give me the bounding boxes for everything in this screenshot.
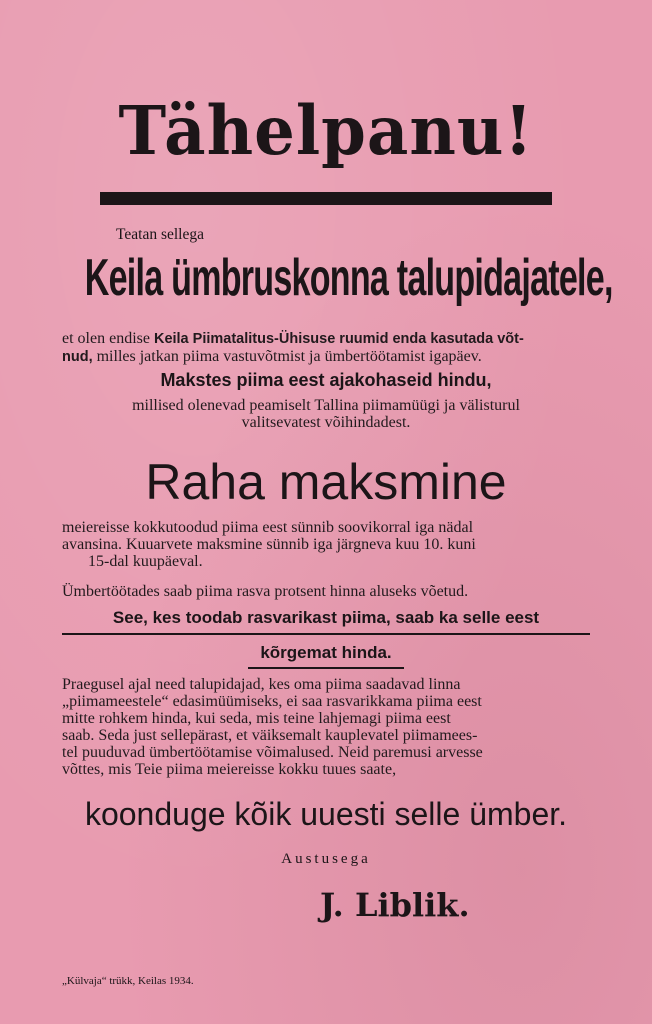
subheading-higher-price: kõrgemat hinda.	[260, 643, 392, 662]
title-underline	[100, 192, 552, 205]
paragraph-fat-basis: Ümbertöötades saab piima rasva protsent hinna aluseks võetud.	[62, 583, 469, 600]
p1-text-a: et olen endise	[62, 330, 154, 347]
regards: Austusega	[281, 851, 371, 867]
paragraph-premises	[62, 330, 590, 366]
p1-bold-c: nud,	[62, 349, 93, 365]
subheading-fat-rich: See, kes toodab rasvarikast piima, saab ka selle eest	[112, 608, 540, 627]
paragraph-explanation	[62, 676, 590, 778]
intro-text: Teatan sellega	[116, 226, 204, 243]
subheading-prices: Makstes piima eest ajakohaseid hindu,	[160, 370, 492, 390]
paragraph-payment	[62, 519, 590, 570]
printer-imprint: „Külvaja“ trükk, Keilas 1934.	[62, 975, 194, 987]
p3-line: avansina. Kuuarvete maksmine sünnib iga järgneva kuu 10. kuni	[62, 536, 476, 553]
headline: Keila ümbruskonna talupidajatele,	[84, 247, 613, 307]
p5-line: võttes, mis Teie piima meiereisse kokku tuues saate,	[62, 761, 397, 778]
p1-text-d: milles jatkan piima vastuvõtmist ja ümbertöötamist igapäev.	[92, 348, 482, 365]
higher-price-underline	[248, 667, 404, 669]
poster-title: Tähelpanu!	[118, 92, 534, 171]
subheading-underline	[62, 633, 590, 635]
p5-line: Praegusel ajal need talupidajad, kes oma piima saadavad linna	[62, 676, 461, 693]
p5-line: „piimameestele“ edasimüümiseks, ei saa rasvarikkama piima eest	[62, 693, 482, 710]
p5-line: tel puuduvad ümbertöötamise võimalused. Neid paremusi arvesse	[62, 744, 483, 761]
p2-line: millised olenevad peamiselt Tallina piimamüügi ja välisturul	[132, 397, 520, 414]
heading-payment: Raha maksmine	[145, 454, 507, 510]
signature: J. Liblik.	[320, 886, 470, 924]
p3-line: meiereisse kokkutoodud piima eest sünnib soovikorral iga nädal	[62, 519, 474, 536]
p5-line: mitte rohkem hinda, kui seda, mis teine lahjemagi piima eest	[62, 710, 451, 727]
paragraph-prices	[62, 397, 590, 431]
p5-line: saab. Seda just sellepärast, et väiksemalt kauplevatel piimamees-	[62, 727, 478, 744]
p3-line: 15-dal kuupäeval.	[88, 553, 203, 570]
closing-appeal: koonduge kõik uuesti selle ümber.	[84, 796, 568, 832]
p2-line: valitsevatest võihindadest.	[241, 414, 411, 431]
p1-bold-b: Keila Piimatalitus-Ühisuse ruumid enda kasutada võt-	[153, 331, 524, 347]
